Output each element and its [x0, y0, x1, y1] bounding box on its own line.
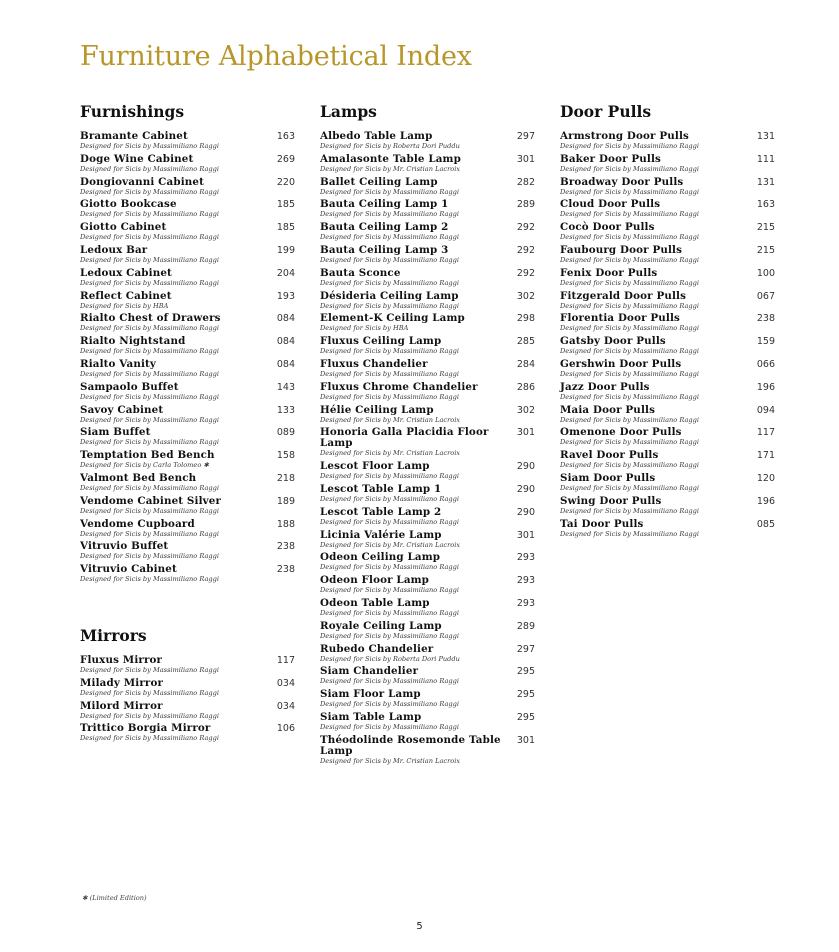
index-entry [320, 530, 535, 550]
item-designer: Designed for Sicis by Massimiliano Raggi [80, 666, 219, 674]
index-entry [320, 245, 535, 265]
item-designer: Designed for Sicis by Massimiliano Raggi [320, 301, 459, 310]
item-designer: Designed for Sicis by Massimiliano Raggi [80, 142, 219, 150]
item-name: Siam Table Lamp [320, 711, 422, 723]
item-name: Siam Chandelier [320, 665, 419, 678]
index-entry [80, 154, 295, 174]
item-designer: Designed for Sicis by Massimiliano Raggi [560, 324, 699, 333]
item-page-number: 111 [756, 153, 775, 165]
index-entry [320, 552, 535, 572]
index-entry [320, 313, 535, 333]
item-designer: Designed for Sicis by Massimiliano Raggi [80, 210, 219, 219]
index-entry [80, 519, 295, 539]
item-name: Bramante Cabinet [80, 130, 188, 142]
item-page-number: 302 [516, 404, 535, 416]
item-page-number: 085 [756, 518, 775, 530]
item-page-number: 196 [756, 495, 775, 507]
item-name: Ballet Ceiling Lamp [320, 175, 438, 188]
item-page-number: 290 [516, 461, 535, 473]
item-name: Gershwin Door Pulls [560, 358, 682, 370]
item-page-number: 066 [756, 359, 775, 370]
item-page-number: 238 [756, 313, 775, 325]
item-page-number: 131 [756, 131, 775, 142]
item-designer: Designed for Sicis by Massimiliano Raggi [80, 734, 219, 743]
item-designer: Designed for Sicis by Massimiliano Raggi [320, 700, 459, 709]
item-page-number: 218 [276, 473, 295, 484]
item-page-number: 301 [516, 734, 535, 746]
item-name: Giotto Bookcase [80, 198, 177, 211]
index-entry [560, 245, 775, 265]
index-entry [560, 336, 775, 356]
section-heading-mirrors: Mirrors [80, 626, 147, 645]
index-entry [560, 268, 775, 288]
item-name: Rubedo Chandelier [320, 642, 434, 655]
item-page-number: 301 [516, 427, 535, 439]
item-name: Cloud Door Pulls [560, 198, 661, 211]
index-entry [80, 359, 295, 379]
item-name: Baker Door Pulls [560, 152, 661, 165]
index-entry [560, 496, 775, 516]
item-page-number: 289 [516, 199, 535, 211]
item-page-number: 295 [516, 689, 535, 701]
item-page-number: 295 [516, 666, 535, 678]
item-designer: Designed for Sicis by Massimiliano Raggi [560, 187, 699, 196]
index-entry [560, 519, 775, 539]
item-name: Bauta Ceiling Lamp 1 [320, 198, 449, 211]
item-page-number: 293 [516, 598, 535, 609]
item-page-number: 117 [276, 655, 295, 666]
item-page-number: 301 [516, 529, 535, 541]
item-page-number: 158 [276, 450, 295, 462]
index-entry [80, 268, 295, 288]
item-name: Honoria Galla Placidia Floor Lamp [320, 426, 489, 450]
item-page-number: 143 [276, 381, 295, 393]
item-designer: Designed for Sicis by Massimiliano Raggi [320, 631, 459, 640]
index-entry [80, 655, 295, 675]
item-designer: Designed for Sicis by Massimiliano Raggi [320, 370, 459, 378]
item-designer: Designed for Sicis by Massimiliano Raggi [320, 495, 459, 503]
item-designer: Designed for Sicis by HBA [320, 324, 409, 333]
item-page-number: 269 [276, 153, 295, 165]
item-name: Valmont Bed Bench [80, 472, 197, 484]
item-name: Désideria Ceiling Lamp [320, 289, 459, 302]
item-page-number: 185 [276, 199, 295, 211]
item-name: Omenone Door Pulls [560, 426, 682, 439]
item-designer: Designed for Sicis by Massimiliano Raggi [80, 711, 219, 720]
item-name: Jazz Door Pulls [560, 380, 650, 393]
item-page-number: 084 [276, 336, 295, 348]
index-entry [80, 723, 295, 743]
item-designer: Designed for Sicis by Massimiliano Raggi [80, 552, 219, 561]
item-name: Giotto Cabinet [80, 221, 167, 234]
item-name: Rialto Chest of Drawers [80, 312, 221, 325]
item-page-number: 106 [276, 723, 295, 735]
section-heading-lamps: Lamps [320, 102, 377, 121]
index-entry [560, 291, 775, 311]
item-name: Rialto Vanity [80, 358, 157, 370]
index-entry [320, 575, 535, 595]
item-name: Hélie Ceiling Lamp [320, 403, 434, 416]
index-entry [80, 382, 295, 402]
index-entry [560, 359, 775, 379]
item-name: Dongiovanni Cabinet [80, 175, 205, 188]
item-designer: Designed for Sicis by Massimiliano Raggi [560, 347, 699, 356]
item-designer: Designed for Sicis by Massimiliano Raggi [560, 415, 699, 424]
item-designer: Designed for Sicis by Massimiliano Raggi [320, 210, 459, 219]
item-designer: Designed for Sicis by Massimiliano Raggi [560, 278, 699, 287]
item-designer: Designed for Sicis by Massimiliano Raggi [560, 484, 699, 492]
item-page-number: 285 [516, 336, 535, 348]
item-designer: Designed for Sicis by Massimiliano Raggi [320, 563, 459, 572]
page-title: Furniture Alphabetical Index [80, 41, 472, 72]
item-name: Vendome Cabinet Silver [80, 494, 222, 507]
item-designer: Designed for Sicis by Massimiliano Raggi [320, 233, 459, 242]
index-entry [320, 666, 535, 686]
item-page-number: 302 [516, 290, 535, 302]
item-page-number: 293 [516, 575, 535, 587]
index-entry [320, 405, 535, 425]
item-page-number: 171 [756, 450, 775, 462]
item-designer: Designed for Sicis by Massimiliano Raggi [560, 461, 699, 470]
item-designer: Designed for Sicis by Massimiliano Raggi [320, 677, 459, 686]
item-designer: Designed for Sicis by Massimiliano Raggi [560, 256, 699, 264]
index-entry [560, 222, 775, 242]
index-entry [80, 222, 295, 242]
item-name: Siam Floor Lamp [320, 688, 421, 701]
item-designer: Designed for Sicis by Massimiliano Raggi [560, 142, 699, 150]
index-entry [80, 291, 295, 311]
item-designer: Designed for Sicis by Massimiliano Raggi [80, 187, 219, 196]
item-designer: Designed for Sicis by Massimiliano Raggi [560, 233, 699, 242]
item-designer: Designed for Sicis by Massimiliano Raggi [320, 392, 459, 401]
item-name: Tai Door Pulls [560, 517, 644, 530]
index-entry [320, 336, 535, 356]
item-name: Fluxus Mirror [80, 654, 163, 666]
index-entry [560, 313, 775, 333]
index-entry [560, 450, 775, 470]
index-entry [320, 644, 535, 664]
item-page-number: 292 [516, 222, 535, 234]
index-entry [80, 427, 295, 447]
item-page-number: 089 [276, 427, 295, 439]
item-designer: Designed for Sicis by Massimiliano Raggi [320, 256, 459, 264]
item-name: Gatsby Door Pulls [560, 335, 666, 348]
item-page-number: 215 [756, 222, 775, 234]
item-name: Ledoux Bar [80, 244, 148, 256]
item-name: Doge Wine Cabinet [80, 152, 194, 165]
item-page-number: 094 [756, 404, 775, 416]
item-name: Ravel Door Pulls [560, 449, 659, 462]
item-designer: Designed for Sicis by Massimiliano Raggi [80, 506, 219, 515]
item-name: Bauta Ceiling Lamp 2 [320, 221, 449, 234]
index-entry [320, 382, 535, 402]
item-page-number: 185 [276, 222, 295, 234]
item-name: Reflect Cabinet [80, 289, 172, 302]
index-entry [320, 199, 535, 219]
item-page-number: 199 [276, 245, 295, 256]
item-page-number: 034 [276, 700, 295, 712]
index-entry [320, 735, 535, 766]
index-entry [320, 507, 535, 527]
item-designer: Designed for Sicis by Roberta Dori Puddu [320, 654, 460, 663]
index-entry [320, 291, 535, 311]
item-page-number: 067 [756, 290, 775, 302]
limited-edition-footnote: ✱ (Limited Edition) [82, 894, 147, 902]
item-name: Armstrong Door Pulls [560, 130, 689, 142]
item-designer: Designed for Sicis by Massimiliano Raggi [80, 688, 219, 697]
item-page-number: 163 [276, 131, 295, 142]
index-entry [320, 598, 535, 618]
item-page-number: 301 [516, 153, 535, 165]
item-designer: Designed for Sicis by Mr. Cristian Lacroix [320, 540, 461, 549]
item-name: Broadway Door Pulls [560, 175, 684, 188]
item-name: Siam Door Pulls [560, 472, 656, 484]
item-name: Milord Mirror [80, 699, 163, 712]
item-designer: Designed for Sicis by Massimiliano Raggi [80, 347, 219, 356]
page-number: 5 [416, 921, 423, 932]
item-name: Ledoux Cabinet [80, 266, 172, 279]
item-name: Bauta Sconce [320, 266, 401, 279]
item-designer: Designed for Sicis by Massimiliano Raggi [320, 472, 459, 481]
item-page-number: 297 [516, 643, 535, 655]
index-entry [80, 496, 295, 516]
item-designer: Designed for Sicis by Massimiliano Raggi [80, 324, 219, 333]
item-page-number: 290 [516, 506, 535, 518]
index-entry [80, 131, 295, 151]
index-entry [80, 405, 295, 425]
item-name: Rialto Nightstand [80, 335, 186, 348]
item-designer: Designed for Sicis by Massimiliano Raggi [80, 392, 219, 401]
index-entry [320, 712, 535, 732]
item-name: Vitruvio Cabinet [80, 563, 177, 576]
item-name: Fluxus Chrome Chandelier [320, 380, 478, 393]
item-page-number: 100 [756, 267, 775, 279]
index-entry [80, 177, 295, 197]
item-page-number: 238 [276, 564, 295, 576]
index-entry [560, 131, 775, 151]
item-name: Albedo Table Lamp [320, 130, 433, 142]
item-designer: Designed for Sicis by Massimiliano Raggi [560, 529, 699, 538]
item-name: Fitzgerald Door Pulls [560, 289, 687, 302]
index-entry [80, 701, 295, 721]
item-page-number: 293 [516, 552, 535, 564]
item-designer: Designed for Sicis by Massimiliano Raggi [80, 164, 219, 173]
item-page-number: 204 [276, 267, 295, 279]
item-designer: Designed for Sicis by Massimiliano Raggi [560, 392, 699, 401]
item-designer: Designed for Sicis by HBA [80, 301, 169, 310]
item-name: Royale Ceiling Lamp [320, 619, 442, 632]
item-designer: Designed for Sicis by Massimiliano Raggi [80, 438, 219, 447]
item-designer: Designed for Sicis by Mr. Cristian Lacroix [320, 415, 461, 424]
item-page-number: 133 [276, 404, 295, 416]
item-name: Fenix Door Pulls [560, 266, 658, 279]
item-name: Lescot Floor Lamp [320, 460, 430, 473]
item-designer: Designed for Sicis by Carla Tolomeo ✱ [80, 461, 209, 470]
item-name: Lescot Table Lamp 2 [320, 505, 442, 518]
item-designer: Designed for Sicis by Massimiliano Raggi [80, 484, 219, 492]
index-entry [320, 621, 535, 641]
item-page-number: 282 [516, 176, 535, 188]
item-page-number: 220 [276, 176, 295, 188]
item-designer: Designed for Sicis by Massimiliano Raggi [80, 278, 219, 287]
item-page-number: 289 [516, 620, 535, 632]
index-entry [320, 359, 535, 379]
item-page-number: 292 [516, 245, 535, 256]
item-designer: Designed for Sicis by Massimiliano Raggi [320, 278, 459, 287]
item-designer: Designed for Sicis by Massimiliano Raggi [80, 575, 219, 584]
item-name: Florentia Door Pulls [560, 312, 681, 325]
item-designer: Designed for Sicis by Massimiliano Raggi [80, 256, 219, 264]
item-page-number: 215 [756, 245, 775, 256]
index-entry [80, 199, 295, 219]
item-page-number: 117 [756, 427, 775, 439]
item-name: Bauta Ceiling Lamp 3 [320, 244, 449, 256]
item-name: Vitruvio Buffet [80, 540, 169, 553]
item-designer: Designed for Sicis by Massimiliano Raggi [320, 187, 459, 196]
item-name: Siam Buffet [80, 426, 151, 439]
item-page-number: 188 [276, 518, 295, 530]
item-designer: Designed for Sicis by Massimiliano Raggi [80, 370, 219, 378]
item-designer: Designed for Sicis by Mr. Cristian Lacroix [320, 164, 461, 173]
item-name: Cocò Door Pulls [560, 221, 655, 234]
index-entry [320, 461, 535, 481]
item-designer: Designed for Sicis by Massimiliano Raggi [320, 586, 459, 595]
index-entry [560, 199, 775, 219]
item-name: Fluxus Ceiling Lamp [320, 335, 442, 348]
index-entry [80, 678, 295, 698]
index-entry [320, 484, 535, 504]
item-designer: Designed for Sicis by Massimiliano Raggi [320, 723, 459, 731]
item-page-number: 131 [756, 176, 775, 188]
item-designer: Designed for Sicis by Massimiliano Raggi [560, 370, 699, 378]
item-page-number: 238 [276, 541, 295, 553]
item-name: Sampaolo Buffet [80, 380, 179, 393]
item-designer: Designed for Sicis by Massimiliano Raggi [320, 347, 459, 356]
index-entry [560, 427, 775, 447]
item-name: Licinia Valérie Lamp [320, 528, 442, 541]
index-entry [320, 177, 535, 197]
item-name: Maia Door Pulls [560, 403, 656, 416]
item-page-number: 084 [276, 359, 295, 370]
item-designer: Designed for Sicis by Massimiliano Raggi [320, 609, 459, 617]
item-page-number: 193 [276, 290, 295, 302]
item-name: Faubourg Door Pulls [560, 244, 683, 256]
item-name: Lescot Table Lamp 1 [320, 483, 442, 495]
item-page-number: 297 [516, 131, 535, 142]
item-designer: Designed for Sicis by Massimiliano Raggi [560, 506, 699, 515]
item-page-number: 120 [756, 473, 775, 484]
item-designer: Designed for Sicis by Massimiliano Raggi [80, 233, 219, 242]
index-entry [80, 564, 295, 584]
item-name: Odeon Table Lamp [320, 597, 430, 609]
item-designer: Designed for Sicis by Massimiliano Raggi [560, 438, 699, 447]
item-page-number: 163 [756, 199, 775, 211]
item-page-number: 298 [516, 313, 535, 325]
item-name: Vendome Cupboard [80, 517, 195, 530]
item-designer: Designed for Sicis by Massimiliano Raggi [80, 529, 219, 538]
index-entry [80, 473, 295, 493]
index-entry [560, 382, 775, 402]
index-entry [560, 177, 775, 197]
item-designer: Designed for Sicis by Massimiliano Raggi [80, 415, 219, 424]
index-entry [320, 427, 535, 458]
index-entry [320, 131, 535, 151]
item-name: Element-K Ceiling Lamp [320, 312, 465, 325]
item-name: Milady Mirror [80, 676, 164, 689]
index-entry [320, 689, 535, 709]
item-page-number: 196 [756, 381, 775, 393]
item-designer: Designed for Sicis by Massimiliano Raggi [560, 210, 699, 219]
index-entry [80, 313, 295, 333]
item-page-number: 084 [276, 313, 295, 325]
index-entry [80, 336, 295, 356]
item-designer: Designed for Sicis by Massimiliano Raggi [560, 301, 699, 310]
index-entry [560, 154, 775, 174]
index-entry [80, 450, 295, 470]
item-designer: Designed for Sicis by Massimiliano Raggi [320, 517, 459, 526]
item-page-number: 292 [516, 267, 535, 279]
item-designer: Designed for Sicis by Mr. Cristian Lacroix [320, 756, 461, 765]
item-name: Odeon Floor Lamp [320, 574, 430, 587]
index-entry [560, 473, 775, 493]
index-entry [80, 245, 295, 265]
section-heading-door-pulls: Door Pulls [560, 102, 652, 121]
item-name: Amalasonte Table Lamp [320, 152, 461, 165]
index-entry [80, 541, 295, 561]
item-name: Odeon Ceiling Lamp [320, 551, 441, 564]
section-heading-furnishings: Furnishings [80, 102, 185, 121]
item-page-number: 034 [276, 677, 295, 689]
item-name: Swing Door Pulls [560, 494, 662, 507]
item-page-number: 189 [276, 495, 295, 507]
item-name: Savoy Cabinet [80, 403, 164, 416]
item-page-number: 290 [516, 484, 535, 495]
item-name: Fluxus Chandelier [320, 358, 428, 370]
index-entry [320, 154, 535, 174]
item-page-number: 284 [516, 359, 535, 370]
item-designer: Designed for Sicis by Roberta Dori Puddu [320, 142, 460, 150]
item-page-number: 295 [516, 712, 535, 723]
item-designer: Designed for Sicis by Massimiliano Raggi [560, 164, 699, 173]
item-name: Théodolinde Rosemonde Table Lamp [320, 733, 501, 757]
index-entry [320, 222, 535, 242]
item-page-number: 286 [516, 381, 535, 393]
item-designer: Designed for Sicis by Mr. Cristian Lacroix [320, 449, 461, 458]
index-entry [560, 405, 775, 425]
item-page-number: 159 [756, 336, 775, 348]
item-name: Temptation Bed Bench [80, 449, 215, 462]
item-name: Trittico Borgia Mirror [80, 722, 211, 735]
index-entry [320, 268, 535, 288]
